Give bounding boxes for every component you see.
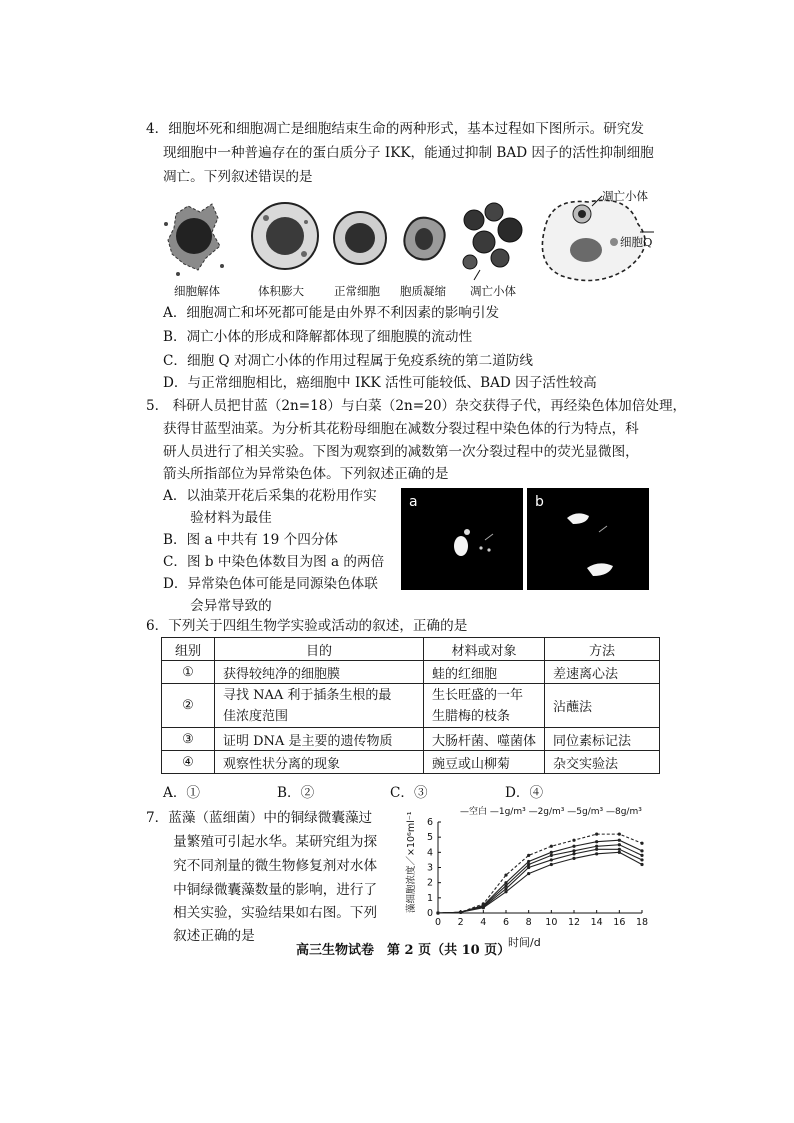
col-header-method: 方法: [545, 638, 660, 661]
chart-data-point: [572, 845, 575, 848]
condensed-cell-illustration: [404, 218, 444, 260]
cell-aim: 获得较纯净的细胞膜: [215, 661, 424, 684]
chart-series-line: [438, 849, 642, 913]
q4-option-d: D．与正常细胞相比，癌细胞中 IKK 活性可能较低、BAD 因子活性较高: [163, 375, 597, 391]
chart-data-point: [572, 849, 575, 852]
chart-data-point: [640, 858, 643, 861]
chart-data-point: [618, 833, 621, 836]
chart-data-point: [527, 872, 530, 875]
q7-stem-line1: 7．蓝藻（蓝细菌）中的铜绿微囊藻过: [146, 810, 373, 826]
q7-stem-line2: 量繁殖可引起水华。某研究组为探: [146, 834, 378, 850]
chart-data-point: [595, 852, 598, 855]
q7-stem-line5: 相关实验，实验结果如右图。下列: [146, 905, 378, 921]
cell-group: ③: [162, 728, 215, 751]
experiment-table: [161, 637, 660, 774]
label-normal: 正常细胞: [334, 284, 380, 298]
table-row: [162, 684, 660, 728]
chart-data-point: [572, 857, 575, 860]
cell-group: ④: [162, 751, 215, 774]
chart-x-tick-label: 14: [590, 917, 603, 928]
table-header-row: [162, 638, 660, 661]
label-lysis: 细胞解体: [174, 284, 220, 298]
q6-choice-a: A．①: [163, 785, 201, 801]
q7-stem-line6: 叙述正确的是: [146, 928, 255, 944]
chart-y-axis-label: 藻细胞浓度／×10⁶ml⁻¹: [406, 811, 417, 913]
cell-method: 沾蘸法: [545, 684, 660, 728]
normal-cell-illustration: [334, 212, 386, 264]
chart-data-point: [527, 863, 530, 866]
chart-x-tick-label: 2: [457, 917, 464, 928]
chart-x-tick-label: 16: [613, 917, 626, 928]
q4-option-b: B．凋亡小体的形成和降解都体现了细胞膜的流动性: [163, 329, 473, 345]
cell-method: 同位素标记法: [545, 728, 660, 751]
chart-data-point: [618, 839, 621, 842]
chart-series-line: [438, 845, 642, 913]
chart-y-tick-label: 4: [426, 847, 433, 859]
chart-data-point: [640, 842, 643, 845]
cell-group: ②: [162, 684, 215, 728]
q5-stem-line1: 5. 科研人员把甘蓝（2n=18）与白菜（2n=20）杂交获得子代，再经染色体加倍处理，: [146, 398, 687, 414]
chart-x-tick-label: 4: [480, 917, 487, 928]
q6-stem: 6．下列关于四组生物学实验或活动的叙述，正确的是: [146, 618, 468, 634]
q5-stem-line3: 研人员进行了相关实验。下图为观察到的减数第一次分裂过程中的荧光显微图，: [163, 444, 639, 460]
cell-material-line1: 生长旺盛的一年: [432, 687, 524, 703]
q6-choice-b: B．②: [277, 785, 315, 801]
cell-material: 大肠杆菌、噬菌体: [424, 728, 545, 751]
q6-choice-c: C．③: [390, 785, 428, 801]
chart-series-line: [438, 852, 642, 913]
chart-data-point: [550, 851, 553, 854]
chart-x-tick-label: 18: [635, 917, 649, 928]
chart-data-point: [550, 858, 553, 861]
page-footer: 高三生物试卷 第 2 页（共 10 页）: [296, 943, 511, 958]
chart-data-point: [640, 849, 643, 852]
micrograph-b-label: b: [535, 494, 544, 510]
label-cell-q: 细胞Q: [620, 235, 653, 249]
chart-x-axis-label: 时间/d: [508, 936, 541, 949]
micrograph-a: [401, 488, 523, 590]
q5-option-a-line1: A．以油菜开花后采集的花粉用作实: [163, 488, 377, 504]
chart-data-point: [527, 854, 530, 857]
chart-data-point: [618, 851, 621, 854]
cell-material: 豌豆或山柳菊: [424, 751, 545, 774]
chart-data-point: [595, 848, 598, 851]
micrograph-a-label: a: [409, 494, 418, 510]
chart-data-point: [436, 911, 439, 914]
q5-stem-line2: 获得甘蓝型油菜。为分析其花粉母细胞在减数分裂过程中染色体的行为特点，科: [163, 421, 639, 437]
micrograph-b-image: [527, 488, 649, 590]
chart-data-point: [459, 911, 462, 914]
chart-data-point: [595, 833, 598, 836]
col-header-material: 材料或对象: [424, 638, 545, 661]
cell-group: ①: [162, 661, 215, 684]
label-condense: 胞质凝缩: [400, 284, 446, 298]
cell-method: 杂交实验法: [545, 751, 660, 774]
apoptotic-bodies-illustration: [463, 203, 522, 280]
chart-data-point: [527, 860, 530, 863]
chart-data-point: [618, 843, 621, 846]
lysed-cell-illustration: [164, 204, 224, 276]
table-row: [162, 751, 660, 774]
q4-stem-line1: 4．细胞坏死和细胞凋亡是细胞结束生命的两种形式，基本过程如下图所示。研究发: [146, 121, 645, 137]
chart-series-line: [438, 834, 642, 913]
chart-data-point: [504, 887, 507, 890]
cell-aim-multiline: [215, 684, 424, 728]
label-apoptotic-body-bottom: 凋亡小体: [470, 284, 516, 298]
chart-x-tick-label: 6: [502, 917, 510, 928]
chart-data-point: [504, 881, 507, 884]
q4-stem-line3: 凋亡。下列叙述错误的是: [163, 169, 313, 185]
chart-plot-area: [427, 817, 648, 928]
chart-data-point: [504, 890, 507, 893]
q5-option-b: B．图 a 中共有 19 个四分体: [163, 532, 339, 548]
chart-legend: —空白 —1g/m³ —2g/m³ —5g/m³ —8g/m³: [460, 807, 642, 817]
cell-material-multiline: [424, 684, 545, 728]
chart-data-point: [527, 866, 530, 869]
q5-option-a-line2: 验材料为最佳: [163, 510, 272, 526]
cell-aim-line1: 寻找 NAA 利于插条生根的最: [223, 687, 392, 703]
chart-y-tick-label: 1: [426, 892, 433, 904]
cell-aim: 观察性状分离的现象: [215, 751, 424, 774]
chart-y-tick-label: 5: [426, 832, 433, 844]
q4-option-c: C．细胞 Q 对凋亡小体的作用过程属于免疫系统的第二道防线: [163, 353, 534, 369]
chart-data-point: [550, 854, 553, 857]
chart-data-point: [550, 845, 553, 848]
chart-data-point: [618, 848, 621, 851]
q7-stem-line3: 究不同剂量的微生物修复剂对水体: [146, 858, 378, 874]
cell-aim: 证明 DNA 是主要的遗传物质: [215, 728, 424, 751]
chart-data-point: [550, 863, 553, 866]
chart-y-tick-label: 3: [426, 862, 433, 874]
chart-data-point: [482, 906, 485, 909]
q4-stem-line2: 现细胞中一种普遍存在的蛋白质分子 IKK，能通过抑制 BAD 因子的活性抑制细胞: [163, 145, 654, 161]
chart-data-point: [504, 873, 507, 876]
q7-stem-line4: 中铜绿微囊藻数量的影响，进行了: [146, 882, 378, 898]
q5-option-c: C．图 b 中染色体数目为图 a 的两倍: [163, 554, 385, 570]
cell-material-line2: 生腊梅的枝条: [432, 708, 511, 724]
chart-data-point: [595, 845, 598, 848]
chart-x-tick-label: 8: [525, 917, 532, 928]
cell-method: 差速离心法: [545, 661, 660, 684]
chart-data-point: [504, 884, 507, 887]
chart-x-tick-label: 12: [567, 917, 581, 928]
q4-option-a: A．细胞凋亡和坏死都可能是由外界不利因素的影响引发: [163, 305, 500, 321]
table-row: [162, 728, 660, 751]
col-header-group: 组别: [162, 638, 215, 661]
label-apoptotic-body-top: 凋亡小体: [602, 189, 648, 203]
chart-data-point: [572, 852, 575, 855]
chart-data-point: [572, 839, 575, 842]
chart-x-tick-label: 0: [434, 917, 442, 928]
swollen-cell-illustration: [252, 203, 318, 269]
label-swell: 体积膨大: [258, 284, 304, 298]
chart-data-point: [640, 863, 643, 866]
q6-choice-d: D．④: [505, 785, 544, 801]
q5-option-d-line2: 会异常导致的: [163, 598, 272, 614]
micrograph-b: [527, 488, 649, 590]
chart-y-tick-label: 0: [426, 908, 433, 919]
chart-data-point: [640, 854, 643, 857]
micrograph-a-image: [401, 488, 523, 590]
algae-concentration-chart: [398, 800, 658, 950]
q5-option-d-line1: D．异常染色体可能是同源染色体联: [163, 576, 378, 592]
table-row: [162, 661, 660, 684]
cell-aim-line2: 佳浓度范围: [223, 708, 289, 724]
chart-data-point: [595, 840, 598, 843]
cell-material: 蛙的红细胞: [424, 661, 545, 684]
chart-x-tick-label: 10: [545, 917, 558, 928]
col-header-aim: 目的: [215, 638, 424, 661]
chart-y-tick-label: 2: [426, 877, 433, 889]
chart-y-tick-label: 6: [426, 817, 433, 828]
q5-stem-line4: 箭头所指部位为异常染色体。下列叙述正确的是: [163, 466, 449, 482]
